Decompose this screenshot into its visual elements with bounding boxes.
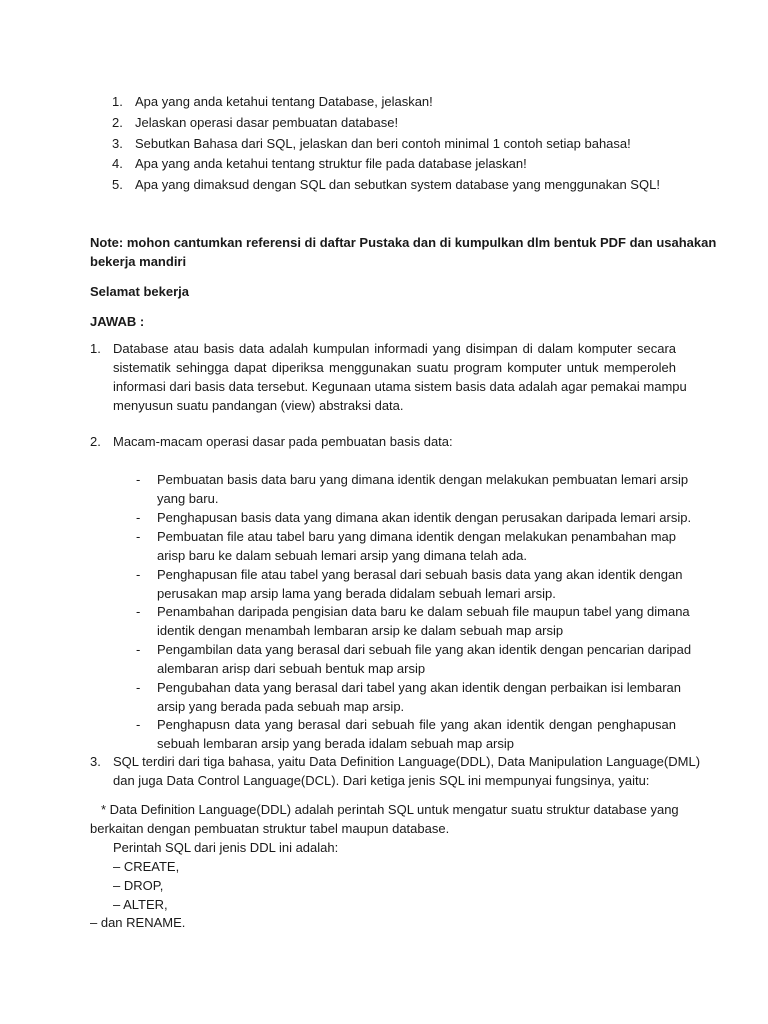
bullet-dash: - [136, 472, 141, 487]
ddl-line: * Data Definition Language(DDL) adalah perintah SQL untuk mengatur suatu struktur database yang [101, 802, 679, 817]
bullet-line: alembaran arisp dari sebuah bentuk map arsip [157, 661, 426, 676]
bullet-line: Pembuatan file atau tabel baru yang dimana identik dengan melakukan penambahan map [157, 529, 676, 544]
answer-number: 2. [90, 434, 101, 449]
answer-line: informasi dari basis data tersebut. Kegunaan utama sistem basis data adalah agar pemakai mampu [113, 379, 687, 394]
answer-heading: JAWAB : [90, 314, 145, 329]
ddl-line: berkaitan dengan pembuatan struktur tabel maupun database. [90, 821, 450, 836]
answer-number: 3. [90, 754, 101, 769]
bullet-dash: - [136, 529, 141, 544]
answer-number: 1. [90, 341, 101, 356]
bullet-dash: - [136, 680, 141, 695]
bullet-line: perusakan map arsip lama yang berada didalam sebuah lemari arsip. [157, 586, 556, 601]
question-number: 2. [112, 115, 123, 130]
ddl-command: – CREATE, [113, 859, 180, 874]
question-number: 1. [112, 94, 123, 109]
note-line-2: bekerja mandiri [90, 254, 187, 269]
bullet-line: Pembuatan basis data baru yang dimana identik dengan melakukan pembuatan lemari arsip [157, 472, 689, 487]
bullet-dash: - [136, 717, 141, 732]
question-text: Sebutkan Bahasa dari SQL, jelaskan dan beri contoh minimal 1 contoh setiap bahasa! [135, 136, 631, 151]
bullet-line: Penghapusan basis data yang dimana akan identik dengan perusakan daripada lemari arsip. [157, 510, 692, 525]
bullet-dash: - [136, 510, 141, 525]
question-text: Apa yang dimaksud dengan SQL dan sebutkan system database yang menggunakan SQL! [135, 177, 660, 192]
question-number: 5. [112, 177, 123, 192]
question-number: 3. [112, 136, 123, 151]
bullet-line: sebuah lembaran arsip yang berada idalam sebuah map arsip [157, 736, 514, 751]
bullet-line: identik dengan menambah lembaran arsip ke dalam sebuah map arsip [157, 623, 564, 638]
bullet-line: Penghapusn data yang berasal dari sebuah file yang akan identik dengan penghapusan [157, 717, 676, 732]
question-text: Jelaskan operasi dasar pembuatan database! [135, 115, 399, 130]
bullet-line: yang baru. [157, 491, 219, 506]
bullet-dash: - [136, 567, 141, 582]
ddl-command: – dan RENAME. [90, 915, 186, 930]
answer-intro: Macam-macam operasi dasar pada pembuatan basis data: [113, 434, 453, 449]
answer-line: dan juga Data Control Language(DCL). Dari ketiga jenis SQL ini mempunyai fungsinya, yaitu: [113, 773, 650, 788]
bullet-line: arisp baru ke dalam sebuah lemari arsip yang dimana telah ada. [157, 548, 527, 563]
answer-line: sistematik sehingga dapat diperiksa menggunakan suatu program komputer untuk memperoleh [113, 360, 676, 375]
question-text: Apa yang anda ketahui tentang struktur file pada database jelaskan! [135, 156, 527, 171]
bullet-line: Penghapusan file atau tabel yang berasal dari sebuah basis data yang akan identik dengan [157, 567, 683, 582]
answer-line: Database atau basis data adalah kumpulan informadi yang disimpan di dalam komputer secara [113, 341, 676, 356]
greeting: Selamat bekerja [90, 284, 190, 299]
question-number: 4. [112, 156, 123, 171]
bullet-dash: - [136, 642, 141, 657]
answer-line: SQL terdiri dari tiga bahasa, yaitu Data Definition Language(DDL), Data Manipulation Language(DML) [113, 754, 701, 769]
ddl-intro: Perintah SQL dari jenis DDL ini adalah: [113, 840, 339, 855]
question-text: Apa yang anda ketahui tentang Database, jelaskan! [135, 94, 433, 109]
bullet-line: Penambahan daripada pengisian data baru ke dalam sebuah file maupun tabel yang dimana [157, 604, 690, 619]
ddl-command: – DROP, [113, 878, 164, 893]
bullet-line: Pengubahan data yang berasal dari tabel yang akan identik dengan perbaikan isi lembaran [157, 680, 681, 695]
bullet-line: arsip yang berada pada sebuah map arsip. [157, 699, 405, 714]
answer-line: menyusun suatu pandangan (view) abstraksi data. [113, 398, 404, 413]
ddl-command: – ALTER, [113, 897, 168, 912]
bullet-dash: - [136, 604, 141, 619]
bullet-line: Pengambilan data yang berasal dari sebuah file yang akan identik dengan pencarian daripad [157, 642, 692, 657]
note-line-1: Note: mohon cantumkan referensi di daftar Pustaka dan di kumpulkan dlm bentuk PDF dan usahakan [90, 235, 717, 250]
